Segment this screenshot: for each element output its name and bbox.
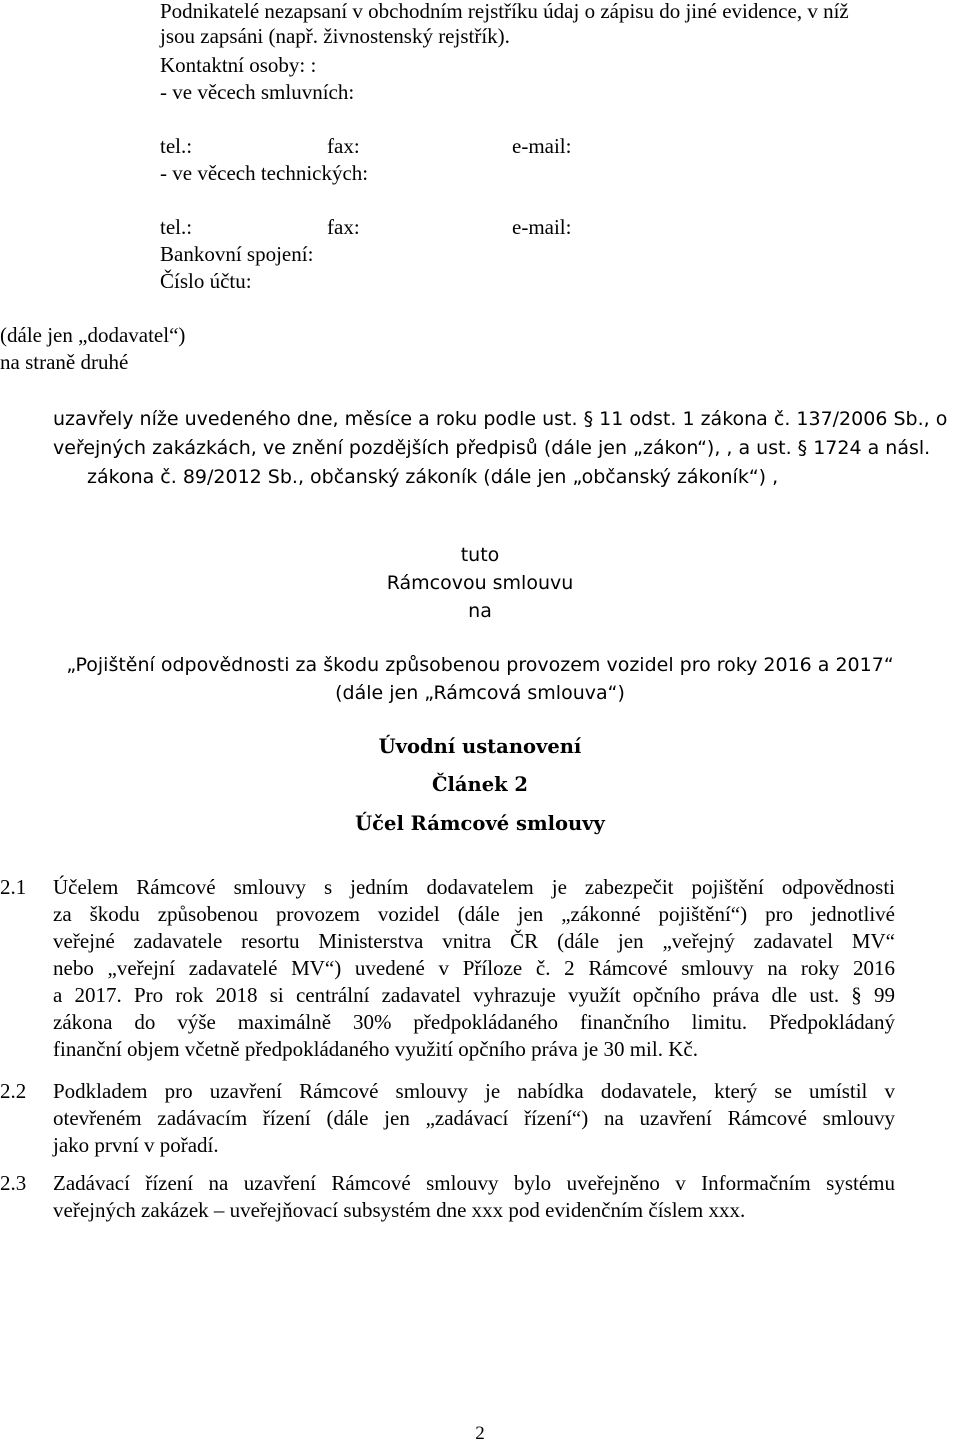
heading-purpose: Účel Rámcové smlouvy [355,812,605,835]
heading-article: Článek 2 [431,773,528,796]
clause-line: zákona do výše maximálně 30% předpokládaného finančního limitu. Předpokládaný [53,1010,895,1034]
fax-label-2: fax: [327,215,360,239]
clause-line: Účelem Rámcové smlouvy s jedním dodavatelem je zabezpečit pojištění odpovědnosti [53,875,895,899]
account-label: Číslo účtu: [160,269,252,293]
clause-line: jako první v pořadí. [53,1133,219,1157]
clause-line: veřejné zadavatele resortu Ministerstva vnitra ČR (dále jen „veřejný zadavatel MV“ [53,929,895,953]
clause-number: 2.3 [0,1171,27,1195]
clause-number: 2.1 [0,875,27,899]
clause-text [53,874,895,1063]
contract-subject: „Pojištění odpovědnosti za škodu způsobenou provozem vozidel pro roky 2016 a 2017“ [66,654,894,676]
legal-line-3: zákona č. 89/2012 Sb., občanský zákoník (dále jen „občanský zákoník“) , [87,466,779,488]
tel-label: tel.: [160,134,193,158]
clause-line: Zadávací řízení na uzavření Rámcové smlouvy bylo uveřejněno v Informačním systému [53,1171,895,1195]
heading-introduction: Úvodní ustanovení [378,735,582,758]
fax-label: fax: [327,134,360,158]
bank-label: Bankovní spojení: [160,242,314,266]
title-na: na [468,600,492,622]
title-tuto: tuto [460,544,500,566]
clause-line: finanční objem včetně předpokládaného využití opčního práva je 30 mil. Kč. [53,1037,698,1061]
page-number: 2 [475,1423,485,1444]
tel-label-2: tel.: [160,215,193,239]
intro-line-2: jsou zapsáni (např. živnostenský rejstřík). [160,24,510,48]
contacts-label: Kontaktní osoby: : [160,53,317,77]
clause-line: Podkladem pro uzavření Rámcové smlouvy je nabídka dodavatele, který se umístil v [53,1079,895,1103]
email-label: e-mail: [512,134,572,158]
clause-text [53,1078,895,1159]
clause-number: 2.2 [0,1079,27,1103]
contract-short-name: (dále jen „Rámcová smlouva“) [335,682,625,704]
legal-line-2: veřejných zakázkách, ve znění pozdějších předpisů (dále jen „zákon“), , a ust. § 1724 a násl. [53,437,931,459]
title-framework: Rámcovou smlouvu [386,572,574,594]
clause-line: za škodu způsobenou provozem vozidel (dále jen „zákonné pojištění“) pro jednotlivé [53,902,895,926]
party-designation: (dále jen „dodavatel“) [0,323,186,347]
party-side: na straně druhé [0,350,129,374]
email-label-2: e-mail: [512,215,572,239]
clause-line: a 2017. Pro rok 2018 si centrální zadavatel vyhrazuje využít opčního práva dle ust. § 99 [53,983,895,1007]
clause-line: nebo „veřejní zadavatelé MV“) uvedené v Příloze č. 2 Rámcové smlouvy na roky 2016 [53,956,895,980]
technical-matters-label: - ve věcech technických: [160,161,369,185]
clause-line: otevřeném zadávacím řízení (dále jen „zadávací řízení“) na uzavření Rámcové smlouvy [53,1106,895,1130]
clause-line: veřejných zakázek – uveřejňovací subsystém dne xxx pod evidenčním číslem xxx. [53,1198,746,1222]
legal-line-1: uzavřely níže uvedeného dne, měsíce a roku podle ust. § 11 odst. 1 zákona č. 137/2006 Sb., o [53,408,948,430]
contract-matters-label: - ve věcech smluvních: [160,80,355,104]
clause-text [53,1170,895,1224]
intro-line-1: Podnikatelé nezapsaní v obchodním rejstříku údaj o zápisu do jiné evidence, v níž [160,0,849,23]
